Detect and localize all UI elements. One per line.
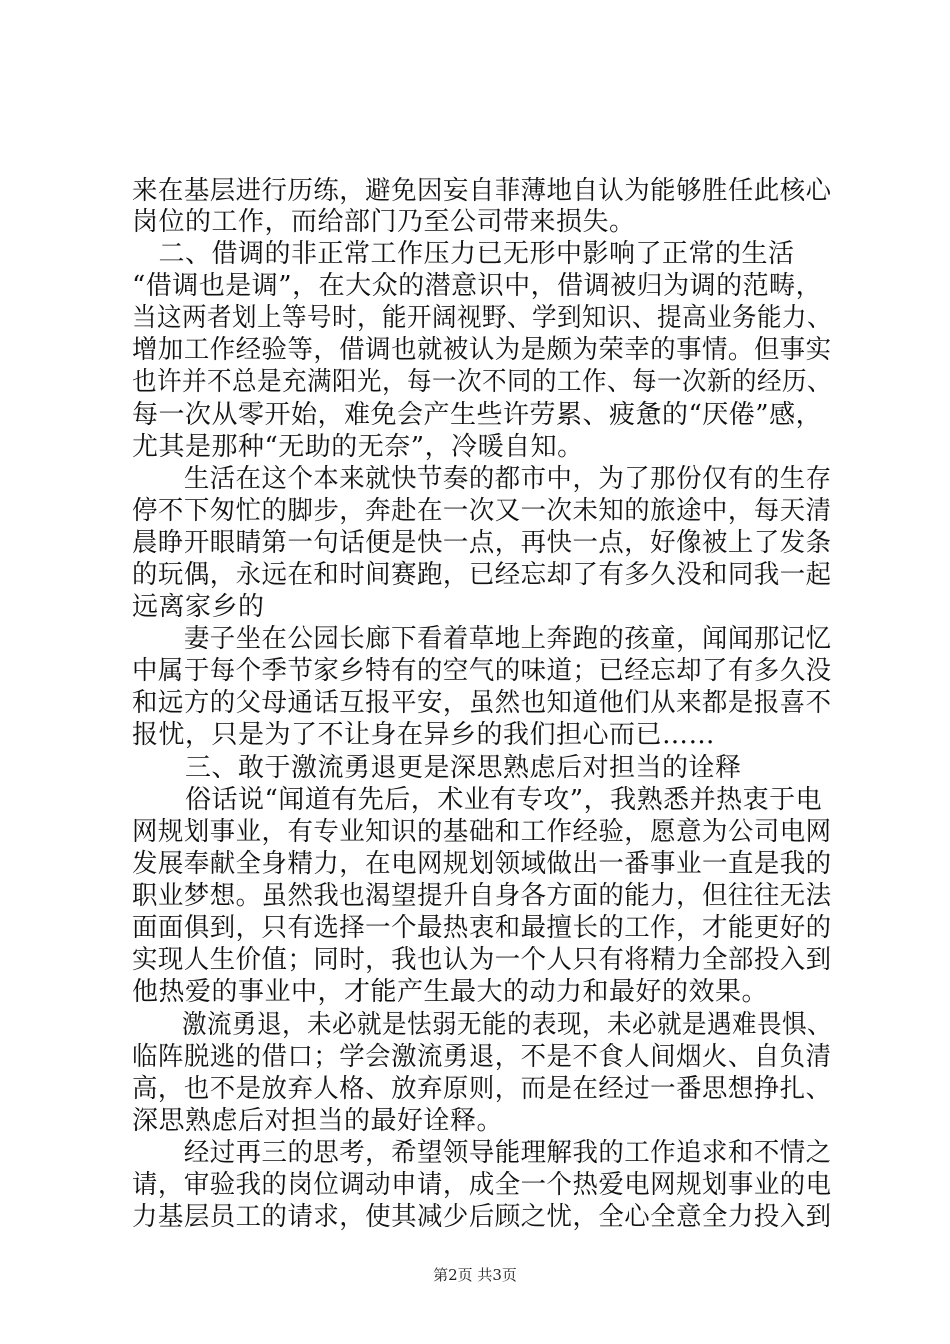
page-footer: 第2页 共3页 xyxy=(433,1266,517,1284)
text-line: 也许并不总是充满阳光，每一次不同的工作、每一次新的经历、 xyxy=(132,367,833,397)
text-line: 当这两者划上等号时，能开阔视野、学到知识、提高业务能力、 xyxy=(132,303,833,333)
text-line: 临阵脱逃的借口；学会激流勇退，不是不食人间烟火、自负清 xyxy=(132,1042,832,1072)
text-line: 远离家乡的 xyxy=(132,592,265,622)
text-line: 他热爱的事业中，才能产生最大的动力和最好的效果。 xyxy=(132,977,769,1007)
text-line: 生活在这个本来就快节奏的都市中，为了那份仅有的生存 xyxy=(132,464,832,494)
text-line: 三、敢于激流勇退更是深思熟虑后对担当的诠释 xyxy=(132,753,742,783)
text-line: 的玩偶，永远在和时间赛跑，已经忘却了有多久没和同我一起 xyxy=(132,560,832,590)
text-line: 岗位的工作，而给部门乃至公司带来损失。 xyxy=(132,207,636,237)
text-line: 尤其是那种“无助的无奈”，冷暖自知。 xyxy=(132,432,584,462)
text-line: 每一次从零开始，难免会产生些许劳累、疲惫的“厌倦”感， xyxy=(132,400,823,430)
text-line: 发展奉献全身精力，在电网规划领域做出一番事业一直是我的 xyxy=(132,849,832,879)
text-line: 增加工作经验等，借调也就被认为是颇为荣幸的事情。但事实 xyxy=(132,335,832,365)
text-line: 网规划事业，有专业知识的基础和工作经验，愿意为公司电网 xyxy=(132,817,832,847)
text-line: 深思熟虑后对担当的最好诠释。 xyxy=(132,1106,504,1136)
text-line: 请，审验我的岗位调动申请，成全一个热爱电网规划事业的电 xyxy=(132,1170,832,1200)
text-line: 面面俱到，只有选择一个最热衷和最擅长的工作，才能更好的 xyxy=(132,913,832,943)
text-line: 报忧，只是为了不让身在异乡的我们担心而已…… xyxy=(132,720,716,750)
text-line: 高，也不是放弃人格、放弃原则，而是在经过一番思想挣扎、 xyxy=(132,1074,832,1104)
text-line: 激流勇退，未必就是怯弱无能的表现，未必就是遇难畏惧、 xyxy=(132,1010,833,1040)
text-line: 经过再三的思考，希望领导能理解我的工作追求和不情之 xyxy=(132,1138,832,1168)
text-line: 妻子坐在公园长廊下看着草地上奔跑的孩童，闻闻那记忆 xyxy=(132,624,832,654)
text-line: 职业梦想。虽然我也渴望提升自身各方面的能力，但往往无法 xyxy=(132,881,832,911)
text-line: 晨睁开眼睛第一句话便是快一点，再快一点，好像被上了发条 xyxy=(132,528,832,558)
text-line: 和远方的父母通话互报平安，虽然也知道他们从来都是报喜不 xyxy=(132,688,832,718)
text-line: 停不下匆忙的脚步，奔赴在一次又一次未知的旅途中，每天清 xyxy=(132,496,832,526)
text-line: 实现人生价值；同时，我也认为一个人只有将精力全部投入到 xyxy=(132,945,832,975)
text-line: 来在基层进行历练，避免因妄自菲薄地自认为能够胜任此核心 xyxy=(132,176,832,206)
text-line: “借调也是调”，在大众的潜意识中，借调被归为调的范畴， xyxy=(132,271,823,301)
text-line: 中属于每个季节家乡特有的空气的味道；已经忘却了有多久没 xyxy=(132,656,832,686)
text-line: 力基层员工的请求，使其减少后顾之忧，全心全意全力投入到 xyxy=(132,1202,832,1232)
text-line: 俗话说“闻道有先后，术业有专攻”，我熟悉并热衷于电 xyxy=(132,785,823,815)
text-line: 二、借调的非正常工作压力已无形中影响了正常的生活 xyxy=(132,239,795,269)
